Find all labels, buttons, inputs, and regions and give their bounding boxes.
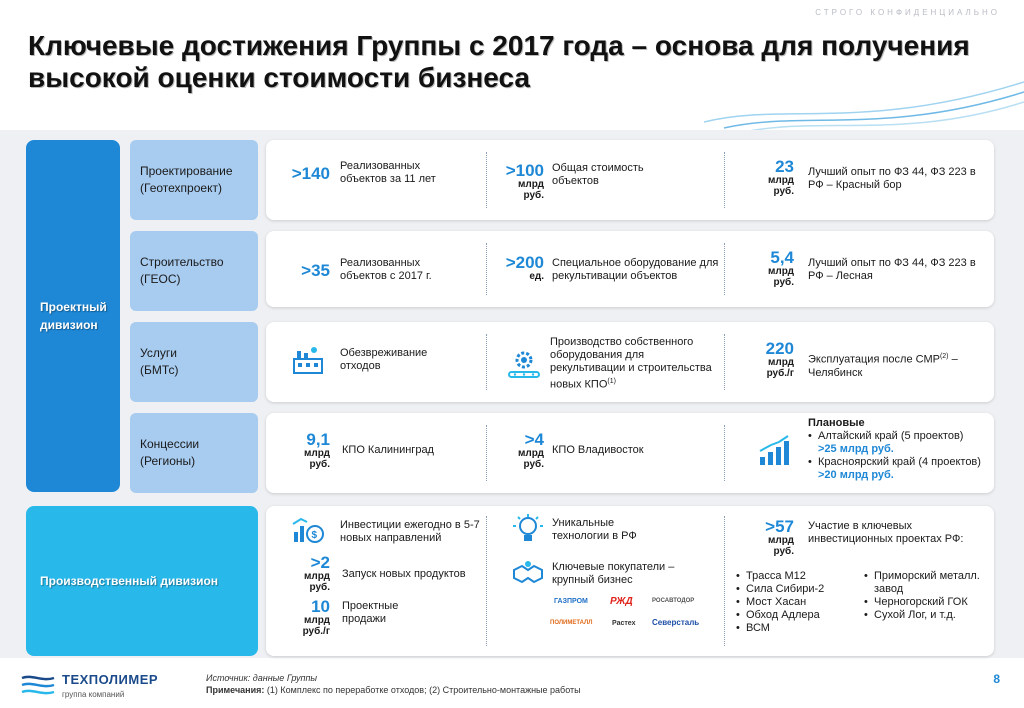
gear-conveyor-icon [506, 348, 542, 380]
project-item: • ВСМ [736, 622, 854, 635]
metric-equipment [492, 253, 722, 283]
source-note: Источник: данные Группы [206, 673, 318, 683]
growth-chart-cell [756, 435, 792, 467]
footnotes-label: Примечания: [206, 685, 265, 695]
column-divider [486, 243, 487, 295]
tech-text: Уникальные технологии в РФ [552, 517, 637, 542]
metric-unit: млрд [518, 448, 544, 459]
metric-total-value [492, 162, 682, 201]
metric-best-practice-lesnaya [740, 249, 978, 288]
key-projects-metric [740, 518, 978, 557]
metric-value: >35 [301, 260, 330, 280]
subdivision-company: (Геотехпроект) [140, 181, 222, 195]
metric-unit: млрд [768, 535, 794, 546]
metric-unit: руб. [773, 186, 794, 197]
planned-value: >20 млрд руб. [818, 469, 894, 481]
subdivision-name: Концессии [140, 437, 200, 451]
subdivision-name: Проектирование [140, 164, 233, 178]
rosavtodor-logo: РОСАВТОДОР [652, 598, 695, 604]
metric-description-tail: – Челябинск [808, 353, 958, 379]
metric-objects-realized [278, 160, 460, 186]
subdivision-company: (ГЕОС) [140, 272, 181, 286]
investment-block [290, 516, 480, 548]
metric-value: >200 [505, 253, 544, 272]
metric-description: Проектные продажи [342, 600, 399, 625]
metric-value: 10 [311, 597, 330, 616]
metric-description: Производство собственного оборудования для рекультивации и строительства новых КПО [550, 336, 712, 391]
footnotes [206, 684, 581, 696]
company-name: ТЕХПОЛИМЕР [62, 672, 159, 687]
row-card-construction [266, 231, 994, 307]
project-item: • Сила Сибири-2 [736, 583, 854, 596]
project-item: • Черногорский ГОК [864, 596, 988, 609]
page-title: Ключевые достижения Группы с 2017 года – основа для получения высокой оценки стоимости бизнеса [28, 30, 970, 93]
metric-description: Реализованных объектов за 11 лет [340, 160, 436, 185]
metric-exploitation [740, 340, 978, 380]
subdivision-company: (БМТс) [140, 363, 179, 377]
project-item: • Сухой Лог, и т.д. [864, 609, 988, 622]
metric-unit: млрд [768, 175, 794, 186]
metric-value: >140 [291, 163, 330, 183]
projects-list-right [864, 570, 988, 622]
investment-icon [290, 516, 326, 548]
metric-description: Запуск новых продуктов [342, 568, 466, 580]
metric-description: Лучший опыт по ФЗ 44, ФЗ 223 в РФ – Лесная [808, 257, 976, 282]
handshake-icon [510, 558, 546, 590]
metric-kpo-kaliningrad [278, 431, 462, 470]
project-division-label: Проектный дивизион [26, 140, 120, 492]
planned-item [808, 430, 992, 456]
metric-description: КПО Владивосток [552, 444, 644, 456]
growth-chart-icon [756, 435, 792, 467]
column-divider [724, 152, 725, 208]
metric-unit: руб. [773, 546, 794, 557]
project-sales-block [278, 598, 402, 637]
buyers-block [510, 558, 702, 590]
subdivision-geotechproekt [130, 140, 258, 220]
metric-unit: руб. [309, 582, 330, 593]
tech-block [510, 514, 672, 546]
row-card-concessions [266, 413, 994, 493]
polymetal-logo: ПОЛИМЕТАЛЛ [550, 620, 593, 626]
column-divider [724, 243, 725, 295]
subdivision-bmts [130, 322, 258, 402]
metric-kpo-vladivostok [492, 431, 682, 470]
confidential-label: СТРОГО КОНФИДЕНЦИАЛЬНО [815, 8, 1000, 17]
metric-description: Специальное оборудование для рекультивации объектов [552, 257, 719, 282]
svg-text:$: $ [311, 530, 318, 541]
planned-item [808, 456, 992, 482]
subdivision-company: (Регионы) [140, 454, 196, 468]
row-card-design [266, 140, 994, 220]
page-number: 8 [993, 672, 1000, 686]
metric-value: 220 [765, 339, 794, 359]
footnotes-text: (1) Комплекс по переработке отходов; (2) Строительно-монтажные работы [264, 685, 581, 695]
rostech-logo: Растех [612, 620, 636, 627]
metric-description: Обезвреживание отходов [340, 347, 428, 372]
investment-text: Инвестиции ежегодно в 5-7 новых направлений [340, 519, 480, 544]
footnote-marker: (1) [607, 378, 616, 385]
production-division-label: Производственный дивизион [26, 506, 258, 656]
metric-unit: руб./г [302, 626, 330, 637]
company-subtitle: группа компаний [62, 690, 125, 699]
metric-objects-since-2017 [278, 257, 460, 283]
metric-unit: руб./г [766, 368, 794, 380]
project-item: • Приморский металл. завод [864, 570, 988, 596]
decorative-waves [704, 62, 1024, 132]
metric-unit: млрд [304, 615, 330, 626]
metric-value: >2 [310, 553, 330, 572]
rzd-logo: РЖД [610, 596, 633, 607]
planned-region: Красноярский край (4 проектов) [818, 456, 981, 468]
metric-value: 23 [775, 157, 794, 176]
metric-value: >4 [524, 430, 544, 449]
planned-heading: Плановые [808, 417, 865, 429]
metric-unit: млрд [768, 266, 794, 277]
metric-best-practice [740, 158, 978, 197]
column-divider [486, 516, 487, 646]
column-divider [486, 334, 487, 390]
severstal-logo: Северсталь [652, 618, 700, 627]
project-item: • Обход Адлера [736, 609, 854, 622]
metric-unit: ед. [529, 271, 544, 282]
metric-value: >57 [765, 517, 794, 536]
metric-description: Общая стоимость объектов [552, 162, 644, 187]
metric-value: >100 [505, 161, 544, 180]
subdivision-regions [130, 413, 258, 493]
planned-value: >25 млрд руб. [818, 443, 894, 455]
key-projects-text: Участие в ключевых инвестиционных проектах РФ: [808, 520, 964, 545]
metric-value: 5,4 [770, 248, 794, 267]
factory-icon [290, 344, 326, 376]
planned-region: Алтайский край (5 проектов) [818, 430, 964, 442]
new-products-block [278, 554, 482, 593]
bulb-icon [510, 514, 546, 546]
metric-description: Реализованных объектов с 2017 г. [340, 257, 432, 282]
metric-description: КПО Калининград [342, 444, 434, 456]
row-card-services [266, 322, 994, 402]
metric-unit: руб. [773, 277, 794, 288]
metric-unit: млрд [518, 179, 544, 190]
projects-list-left [736, 570, 854, 635]
metric-unit: млрд [768, 357, 794, 369]
project-item: • Мост Хасан [736, 596, 854, 609]
metric-unit: руб. [523, 459, 544, 470]
metric-description: Лучший опыт по ФЗ 44, ФЗ 223 в РФ – Красный бор [808, 166, 976, 191]
subdivision-name: Услуги [140, 346, 177, 360]
footnote-marker: (2) [939, 353, 949, 360]
gazprom-logo: ГАЗПРОМ [554, 598, 588, 605]
column-divider [724, 334, 725, 390]
column-divider [486, 152, 487, 208]
buyers-text: Ключевые покупатели – крупный бизнес [552, 561, 675, 586]
subdivision-name: Строительство [140, 255, 224, 269]
metric-description: Эксплуатация после СМР [808, 353, 940, 366]
subdivision-geos [130, 231, 258, 311]
planned-projects [808, 417, 992, 482]
metric-unit: млрд [304, 448, 330, 459]
metric-unit: млрд [304, 571, 330, 582]
metric-unit: руб. [523, 190, 544, 201]
column-divider [724, 516, 725, 646]
column-divider [486, 425, 487, 481]
metric-unit: руб. [309, 459, 330, 470]
metric-own-equipment [506, 336, 720, 392]
project-item: • Трасса М12 [736, 570, 854, 583]
client-logos [548, 594, 718, 634]
column-divider [724, 425, 725, 481]
metric-waste-neutralization [290, 344, 460, 376]
metric-value: 9,1 [306, 430, 330, 449]
